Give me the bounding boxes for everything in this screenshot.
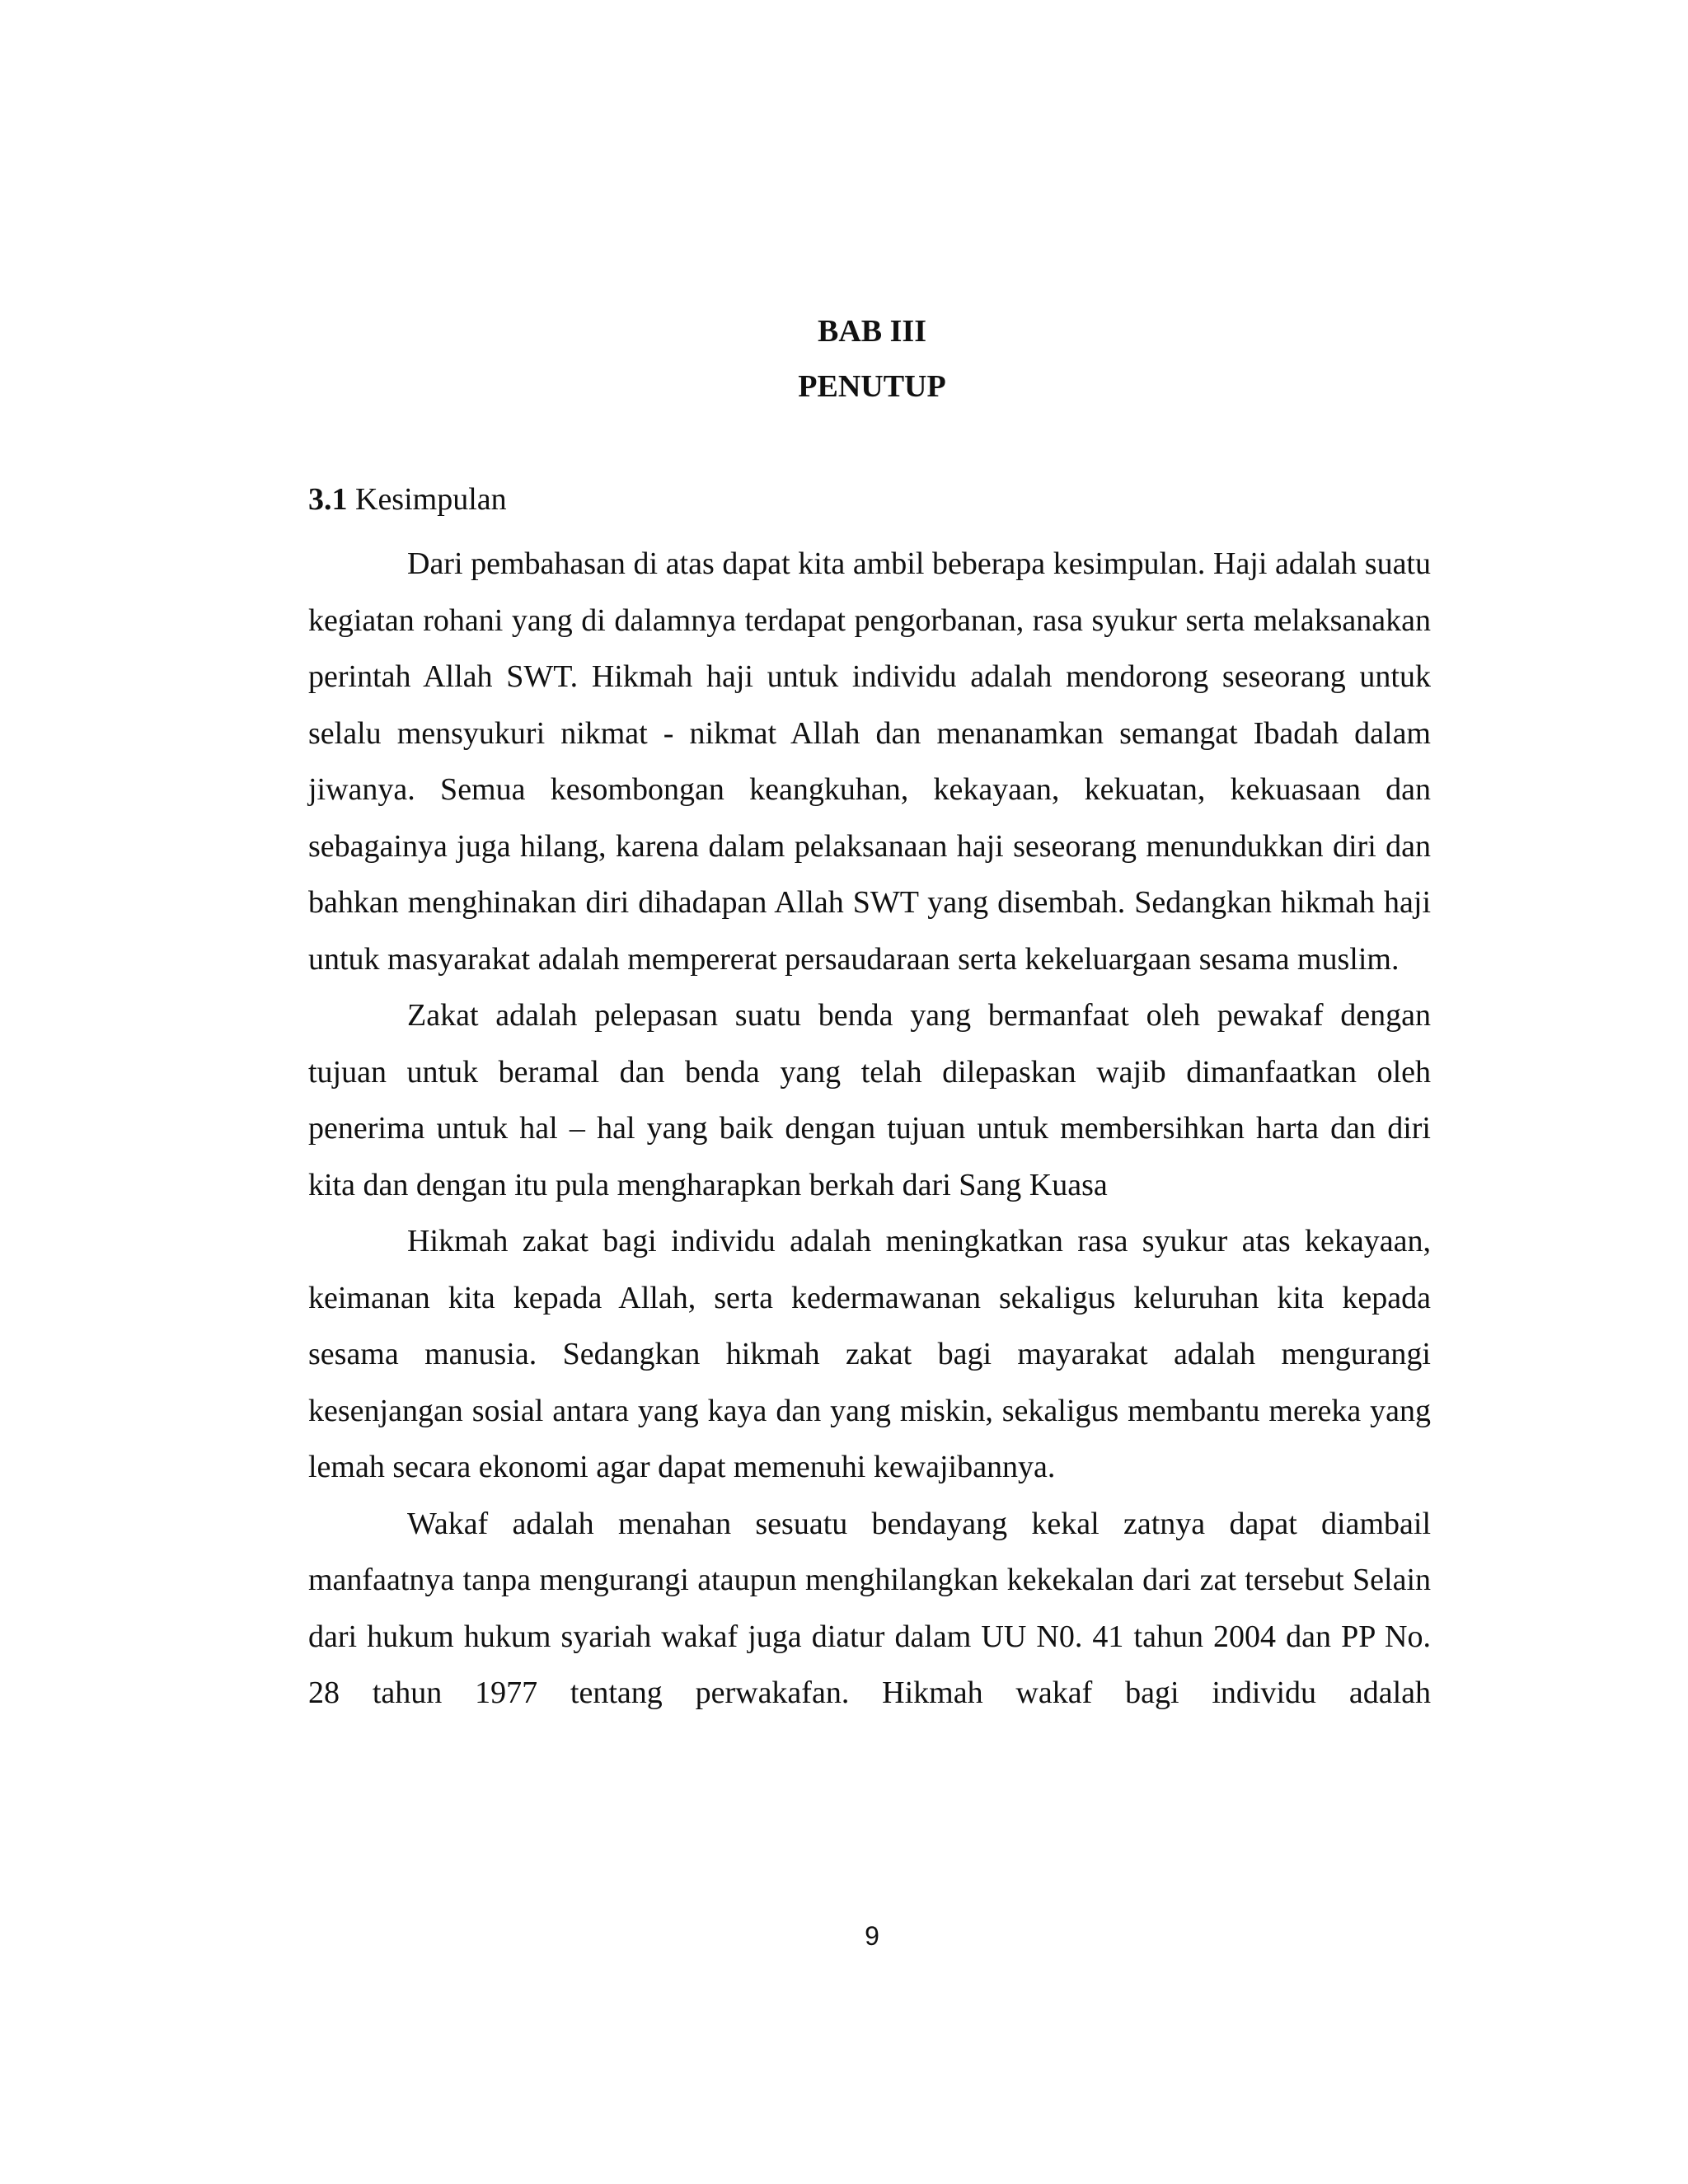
section-title: Kesimpulan [355, 482, 507, 517]
chapter-number: BAB III [818, 314, 926, 349]
paragraph-wakaf: Wakaf adalah menahan sesuatu bendayang kekal zatnya dapat diambail manfaatnya tanpa mengurangi ataupun menghilangkan kekekalan dari zat tersebut Selain dari hukum hukum syariah wakaf juga diatur dalam UU N0. 41 tahun 2004 dan PP No. 28 tahun 1977 tentang perwakafan. Hikmah wakaf bagi individu adalah [308, 1506, 1431, 1710]
section-heading [308, 484, 507, 515]
paragraph-zakat-hikmah: Hikmah zakat bagi individu adalah meningkatkan rasa syukur atas kekayaan, keimanan kita kepada Allah, serta kedermawanan sekaligus keluruhan kita kepada sesama manusia. Sedangkan hikmah zakat bagi mayarakat adalah mengurangi kesenjangan sosial antara yang kaya dan yang miskin, sekaligus membantu mereka yang lemah secara ekonomi agar dapat memenuhi kewajibannya. [308, 1224, 1431, 1484]
chapter-title: PENUTUP [798, 369, 946, 404]
page-number: 9 [865, 1921, 879, 1951]
body-text [308, 536, 1431, 1722]
paragraph-zakat-definition: Zakat adalah pelepasan suatu benda yang bermanfaat oleh pewakaf dengan tujuan untuk beramal dan benda yang telah dilepaskan wajib dimanfaatkan oleh penerima untuk hal – hal yang baik dengan tujuan untuk membersihkan harta dan diri kita dan dengan itu pula mengharapkan berkah dari Sang Kuasa [308, 998, 1431, 1202]
paragraph-haji: Dari pembahasan di atas dapat kita ambil beberapa kesimpulan. Haji adalah suatu kegiatan rohani yang di dalamnya terdapat pengorbanan, rasa syukur serta melaksanakan perintah Allah SWT. Hikmah haji untuk individu adalah mendorong seseorang untuk selalu mensyukuri nikmat - nikmat Allah dan menanamkan semangat Ibadah dalam jiwanya. Semua kesombongan keangkuhan, kekayaan, kekuatan, kekuasaan dan sebagainya juga hilang, karena dalam pelaksanaan haji seseorang menundukkan diri dan bahkan menghinakan diri dihadapan Allah SWT yang disembah. Sedangkan hikmah haji untuk masyarakat adalah mempererat persaudaraan serta kekeluargaan sesama muslim. [308, 546, 1431, 977]
section-number: 3.1 [308, 482, 348, 517]
